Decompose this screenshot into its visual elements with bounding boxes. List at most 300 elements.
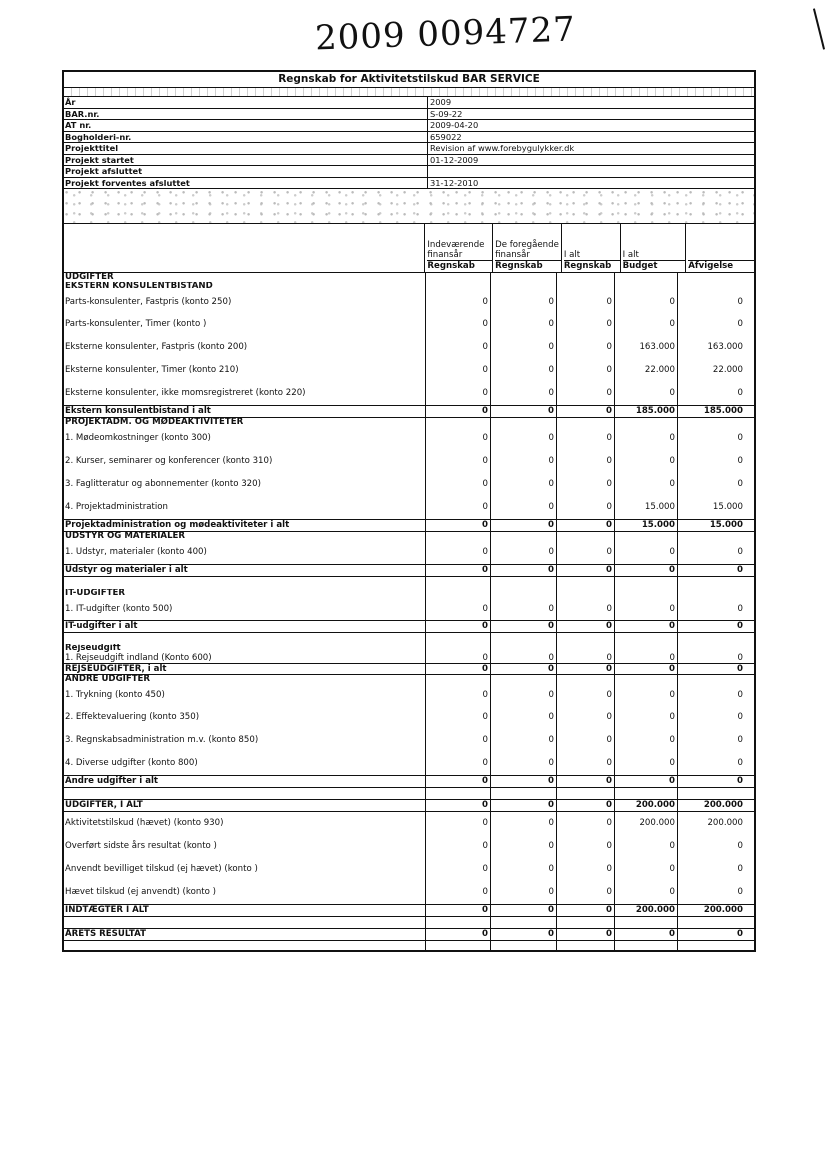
row-value: 0 xyxy=(491,800,557,811)
section-header-row xyxy=(64,589,754,598)
row-value xyxy=(491,917,557,928)
row-value: 0 xyxy=(491,565,557,576)
row-value: 0 xyxy=(426,664,491,674)
row-value: 0 xyxy=(491,858,557,881)
row-value: 0 xyxy=(491,473,557,496)
row-value xyxy=(678,644,745,653)
row-value: 0 xyxy=(557,684,615,706)
row-value: 163.000 xyxy=(707,342,743,352)
row-value: 185.000 xyxy=(703,406,743,416)
row-value: 0 xyxy=(615,776,678,787)
table-row xyxy=(64,729,754,752)
row-value: 0 xyxy=(557,835,615,858)
row-value: 0 xyxy=(557,812,615,835)
row-value: 0 xyxy=(737,547,743,557)
row-label: Eksterne konsulenter, Timer (konto 210) xyxy=(64,359,426,382)
row-label: Projektadministration og mødeaktiviteter i alt xyxy=(64,520,426,531)
row-value xyxy=(678,941,745,950)
row-label: Andre udgifter i alt xyxy=(64,776,426,787)
row-value: 0 xyxy=(557,858,615,881)
row-value xyxy=(678,675,745,684)
info-key: Projekt forventes afsluttet xyxy=(64,178,428,189)
col-top: De foregående finansår xyxy=(495,240,559,260)
row-value xyxy=(678,788,745,799)
row-value: 0 xyxy=(557,450,615,473)
row-value: 0 xyxy=(615,664,678,674)
row-value xyxy=(491,941,557,950)
row-value xyxy=(678,273,745,282)
row-value: 0 xyxy=(426,905,491,916)
row-value: 0 xyxy=(426,812,491,835)
row-value: 0 xyxy=(557,653,615,663)
table-row xyxy=(64,541,754,564)
table-row xyxy=(64,473,754,496)
row-value: 0 xyxy=(426,621,491,632)
row-value xyxy=(491,532,557,541)
row-value: 0 xyxy=(737,758,743,768)
table-row xyxy=(64,881,754,904)
row-label: 1. Rejseudgift indland (Konto 600) xyxy=(64,653,426,663)
row-value: 0 xyxy=(426,313,491,336)
row-value: 185.000 xyxy=(615,406,678,417)
row-value: 0 xyxy=(491,706,557,729)
info-value: 2009 xyxy=(430,97,452,107)
section-header-row xyxy=(64,282,754,291)
row-value: 0 xyxy=(426,473,491,496)
row-value xyxy=(557,273,615,282)
row-label: ANDRE UDGIFTER xyxy=(64,675,426,684)
row-value xyxy=(557,282,615,291)
row-value: 0 xyxy=(557,406,615,417)
row-value: 0 xyxy=(615,382,678,405)
table-row xyxy=(64,313,754,336)
row-value: 0 xyxy=(737,297,743,307)
row-value: 0 xyxy=(426,881,491,904)
row-value xyxy=(615,418,678,427)
row-value: 0 xyxy=(426,406,491,417)
row-value: 0 xyxy=(737,776,743,786)
row-value xyxy=(426,532,491,541)
col-bottom: Budget xyxy=(623,260,686,272)
row-label: 3. Faglitteratur og abonnementer (konto 320) xyxy=(64,473,426,496)
row-value: 22.000 xyxy=(615,359,678,382)
scan-noise-band xyxy=(64,88,754,97)
col-current-year xyxy=(425,224,493,272)
column-header xyxy=(64,224,754,273)
row-value xyxy=(491,675,557,684)
scan-speckle-band xyxy=(64,189,754,224)
row-value xyxy=(557,589,615,598)
info-value: 31-12-2010 xyxy=(430,177,479,188)
col-top: Indeværende finansår xyxy=(427,240,485,260)
row-label: 2. Kurser, seminarer og konferencer (konto 310) xyxy=(64,450,426,473)
row-label: 4. Diverse udgifter (konto 800) xyxy=(64,752,426,775)
row-value xyxy=(615,644,678,653)
row-value: 0 xyxy=(737,735,743,745)
info-key: År xyxy=(64,97,428,108)
total-row xyxy=(64,663,754,675)
section-header-row xyxy=(64,418,754,427)
row-label: 1. Trykning (konto 450) xyxy=(64,684,426,706)
handwritten-reference: 2009 0094727 xyxy=(314,9,577,59)
row-label xyxy=(64,577,426,589)
row-value: 0 xyxy=(615,929,678,940)
row-value xyxy=(426,282,491,291)
row-value: 0 xyxy=(615,621,678,632)
table-row xyxy=(64,577,754,589)
accounting-sheet xyxy=(62,70,756,952)
row-value: 0 xyxy=(426,776,491,787)
info-value: 659022 xyxy=(430,131,462,142)
col-bottom: Regnskab xyxy=(427,260,492,272)
row-value: 0 xyxy=(426,382,491,405)
row-value: 0 xyxy=(426,835,491,858)
row-value: 0 xyxy=(491,520,557,531)
col-top: I alt xyxy=(622,250,639,260)
row-label: IT-UDGIFTER xyxy=(64,589,426,598)
info-key: Projekttitel xyxy=(64,143,428,154)
row-value xyxy=(491,282,557,291)
row-value: 163.000 xyxy=(615,336,678,359)
row-value xyxy=(615,788,678,799)
row-value: 0 xyxy=(737,887,743,897)
row-value xyxy=(491,633,557,644)
row-value: 200.000 xyxy=(703,905,743,915)
info-row xyxy=(64,97,754,109)
row-value: 0 xyxy=(557,776,615,787)
total-row xyxy=(64,928,754,941)
col-bottom: Regnskab xyxy=(495,260,561,272)
row-value: 0 xyxy=(491,812,557,835)
row-label: 4. Projektadministration xyxy=(64,496,426,519)
table-row xyxy=(64,427,754,450)
table-row xyxy=(64,835,754,858)
row-value: 0 xyxy=(491,541,557,564)
row-value xyxy=(615,589,678,598)
row-value: 0 xyxy=(557,473,615,496)
table-row xyxy=(64,812,754,835)
row-value: 0 xyxy=(615,835,678,858)
row-value: 0 xyxy=(557,598,615,620)
table-row xyxy=(64,450,754,473)
row-label: EKSTERN KONSULENTBISTAND xyxy=(64,282,426,291)
table-row xyxy=(64,706,754,729)
col-previous-years xyxy=(493,224,562,272)
row-value: 0 xyxy=(491,729,557,752)
row-label: UDSTYR OG MATERIALER xyxy=(64,532,426,541)
row-label: 2. Effektevaluering (konto 350) xyxy=(64,706,426,729)
row-value: 0 xyxy=(557,313,615,336)
row-value: 0 xyxy=(491,406,557,417)
row-value: 0 xyxy=(426,684,491,706)
info-key: BAR.nr. xyxy=(64,109,428,120)
row-label: Udstyr og materialer i alt xyxy=(64,565,426,576)
row-value xyxy=(678,532,745,541)
col-top: I alt xyxy=(563,250,581,260)
row-value: 0 xyxy=(491,291,557,313)
row-value xyxy=(615,532,678,541)
row-value xyxy=(491,273,557,282)
row-value xyxy=(491,418,557,427)
table-row xyxy=(64,858,754,881)
row-value: 0 xyxy=(557,905,615,916)
row-value: 200.000 xyxy=(707,818,743,828)
row-label: Parts-konsulenter, Timer (konto ) xyxy=(64,313,426,336)
row-value: 0 xyxy=(615,598,678,620)
row-value: 0 xyxy=(737,929,743,939)
col-deviation xyxy=(686,224,754,272)
row-label: PROJEKTADM. OG MØDEAKTIVITETER xyxy=(64,418,426,427)
row-value xyxy=(557,577,615,589)
row-label: Anvendt bevilliget tilskud (ej hævet) (konto ) xyxy=(64,858,426,881)
row-label: Eksterne konsulenter, ikke momsregistreret (konto 220) xyxy=(64,382,426,405)
row-value xyxy=(426,788,491,799)
row-value xyxy=(678,418,745,427)
table-row xyxy=(64,788,754,799)
table-row xyxy=(64,336,754,359)
row-value: 15.000 xyxy=(615,496,678,519)
row-label xyxy=(64,941,426,950)
row-label: IT-udgifter i alt xyxy=(64,621,426,632)
row-value: 0 xyxy=(557,427,615,450)
row-label: 1. Udstyr, materialer (konto 400) xyxy=(64,541,426,564)
row-value xyxy=(557,644,615,653)
row-value: 0 xyxy=(557,621,615,632)
row-value: 0 xyxy=(491,653,557,663)
row-value: 0 xyxy=(426,541,491,564)
row-label: REJSEUDGIFTER, i alt xyxy=(64,664,426,674)
table-row xyxy=(64,382,754,405)
row-value: 0 xyxy=(491,450,557,473)
info-value: S-09-22 xyxy=(430,108,463,119)
row-value: 0 xyxy=(557,881,615,904)
row-value: 15.000 xyxy=(712,502,743,512)
total-row xyxy=(64,620,754,633)
row-value: 0 xyxy=(737,604,743,614)
total-row xyxy=(64,519,754,532)
row-value: 0 xyxy=(615,291,678,313)
row-value: 0 xyxy=(737,565,743,575)
row-value: 0 xyxy=(426,858,491,881)
row-value xyxy=(426,418,491,427)
row-value: 0 xyxy=(491,752,557,775)
row-value xyxy=(426,941,491,950)
row-value: 0 xyxy=(737,664,743,674)
row-label xyxy=(64,633,426,644)
section-header-row xyxy=(64,532,754,541)
row-value xyxy=(426,644,491,653)
row-label xyxy=(64,788,426,799)
row-value: 0 xyxy=(615,565,678,576)
row-value: 0 xyxy=(737,653,743,663)
row-label: UDGIFTER, I ALT xyxy=(64,800,426,811)
row-value: 0 xyxy=(426,359,491,382)
row-value: 0 xyxy=(426,800,491,811)
row-label: 1. IT-udgifter (konto 500) xyxy=(64,598,426,620)
row-value xyxy=(491,644,557,653)
col-bottom: Regnskab xyxy=(564,260,620,272)
info-row xyxy=(64,166,754,178)
row-value: 200.000 xyxy=(615,905,678,916)
info-value: Revision af www.forebygulykker.dk xyxy=(430,143,575,153)
table-row xyxy=(64,598,754,620)
row-label: Rejseudgift xyxy=(64,644,426,653)
col-total-accounts xyxy=(562,224,621,272)
row-value xyxy=(678,589,745,598)
row-label: Parts-konsulenter, Fastpris (konto 250) xyxy=(64,291,426,313)
row-value: 0 xyxy=(491,776,557,787)
row-value: 0 xyxy=(557,565,615,576)
row-value: 0 xyxy=(426,565,491,576)
total-row xyxy=(64,904,754,917)
row-value xyxy=(615,917,678,928)
row-value: 0 xyxy=(737,841,743,851)
project-info xyxy=(64,97,754,189)
row-value xyxy=(557,788,615,799)
row-value: 0 xyxy=(426,929,491,940)
row-value: 0 xyxy=(557,541,615,564)
row-value: 22.000 xyxy=(712,365,743,375)
row-value xyxy=(426,589,491,598)
info-row xyxy=(64,143,754,155)
row-value: 0 xyxy=(491,881,557,904)
row-value xyxy=(491,577,557,589)
row-value: 0 xyxy=(491,496,557,519)
section-header-row xyxy=(64,644,754,653)
row-value: 0 xyxy=(491,664,557,674)
row-label: ÅRETS RESULTAT xyxy=(64,929,426,940)
row-value: 0 xyxy=(491,598,557,620)
row-label: Overført sidste års resultat (konto ) xyxy=(64,835,426,858)
row-value: 0 xyxy=(491,929,557,940)
row-label: 3. Regnskabsadministration m.v. (konto 850) xyxy=(64,729,426,752)
col-bottom: Afvigelse xyxy=(688,260,754,272)
table-row xyxy=(64,917,754,928)
row-value: 15.000 xyxy=(615,520,678,531)
row-value xyxy=(615,282,678,291)
section-header-row xyxy=(64,675,754,684)
table-row xyxy=(64,291,754,313)
row-value: 0 xyxy=(426,336,491,359)
row-value: 0 xyxy=(615,858,678,881)
row-value xyxy=(491,788,557,799)
row-value: 0 xyxy=(557,706,615,729)
row-value xyxy=(557,633,615,644)
row-value: 15.000 xyxy=(709,520,743,530)
row-value xyxy=(615,675,678,684)
info-value: 2009-04-20 xyxy=(430,120,479,130)
row-value: 200.000 xyxy=(615,800,678,811)
row-value: 200.000 xyxy=(615,812,678,835)
row-label: 1. Mødeomkostninger (konto 300) xyxy=(64,427,426,450)
row-value xyxy=(491,589,557,598)
row-value xyxy=(557,532,615,541)
row-value: 0 xyxy=(426,450,491,473)
row-value: 0 xyxy=(557,752,615,775)
row-value xyxy=(615,577,678,589)
row-value: 0 xyxy=(491,835,557,858)
row-value: 0 xyxy=(615,706,678,729)
row-value: 0 xyxy=(557,359,615,382)
info-row xyxy=(64,109,754,121)
row-value: 0 xyxy=(615,450,678,473)
row-value: 0 xyxy=(737,479,743,489)
row-value xyxy=(426,273,491,282)
row-label: Ekstern konsulentbistand i alt xyxy=(64,406,426,417)
info-row xyxy=(64,120,754,132)
row-value: 0 xyxy=(491,684,557,706)
row-value: 0 xyxy=(491,382,557,405)
row-value: 0 xyxy=(557,929,615,940)
row-value: 0 xyxy=(615,684,678,706)
row-value: 200.000 xyxy=(703,800,743,810)
row-value: 0 xyxy=(426,752,491,775)
row-value: 0 xyxy=(737,388,743,398)
row-value xyxy=(678,282,745,291)
row-label: Aktivitetstilskud (hævet) (konto 930) xyxy=(64,812,426,835)
info-key: Bogholderi-nr. xyxy=(64,132,428,143)
row-value xyxy=(426,917,491,928)
col-total-budget xyxy=(621,224,687,272)
row-value: 0 xyxy=(426,653,491,663)
row-value xyxy=(615,273,678,282)
row-value: 0 xyxy=(615,653,678,663)
row-value: 0 xyxy=(426,291,491,313)
row-value: 0 xyxy=(615,752,678,775)
row-value xyxy=(557,917,615,928)
pen-mark xyxy=(813,8,825,49)
row-value xyxy=(426,675,491,684)
row-value xyxy=(615,633,678,644)
table-row xyxy=(64,941,754,950)
info-value xyxy=(428,166,754,177)
row-value: 0 xyxy=(615,313,678,336)
row-value xyxy=(426,633,491,644)
header-label-cell xyxy=(64,224,425,272)
info-key: Projekt startet xyxy=(64,155,428,166)
info-row xyxy=(64,178,754,190)
row-value: 0 xyxy=(491,313,557,336)
row-value xyxy=(615,941,678,950)
row-value xyxy=(557,941,615,950)
row-value: 0 xyxy=(426,520,491,531)
table-row xyxy=(64,496,754,519)
row-value: 0 xyxy=(491,359,557,382)
row-value: 0 xyxy=(426,706,491,729)
row-value: 0 xyxy=(557,496,615,519)
row-label: UDGIFTER xyxy=(64,273,426,282)
total-row xyxy=(64,405,754,418)
row-value: 0 xyxy=(426,427,491,450)
row-value: 0 xyxy=(737,690,743,700)
row-value: 0 xyxy=(557,729,615,752)
row-value xyxy=(678,577,745,589)
row-value xyxy=(678,917,745,928)
info-key: Projekt afsluttet xyxy=(64,166,428,177)
row-value xyxy=(557,675,615,684)
row-value: 0 xyxy=(615,881,678,904)
row-label: Hævet tilskud (ej anvendt) (konto ) xyxy=(64,881,426,904)
row-value: 0 xyxy=(557,382,615,405)
row-value: 0 xyxy=(557,291,615,313)
row-value: 0 xyxy=(426,598,491,620)
row-value: 0 xyxy=(491,905,557,916)
row-label xyxy=(64,917,426,928)
row-value: 0 xyxy=(491,621,557,632)
account-rows xyxy=(64,273,754,950)
row-value: 0 xyxy=(615,427,678,450)
row-value: 0 xyxy=(615,473,678,496)
